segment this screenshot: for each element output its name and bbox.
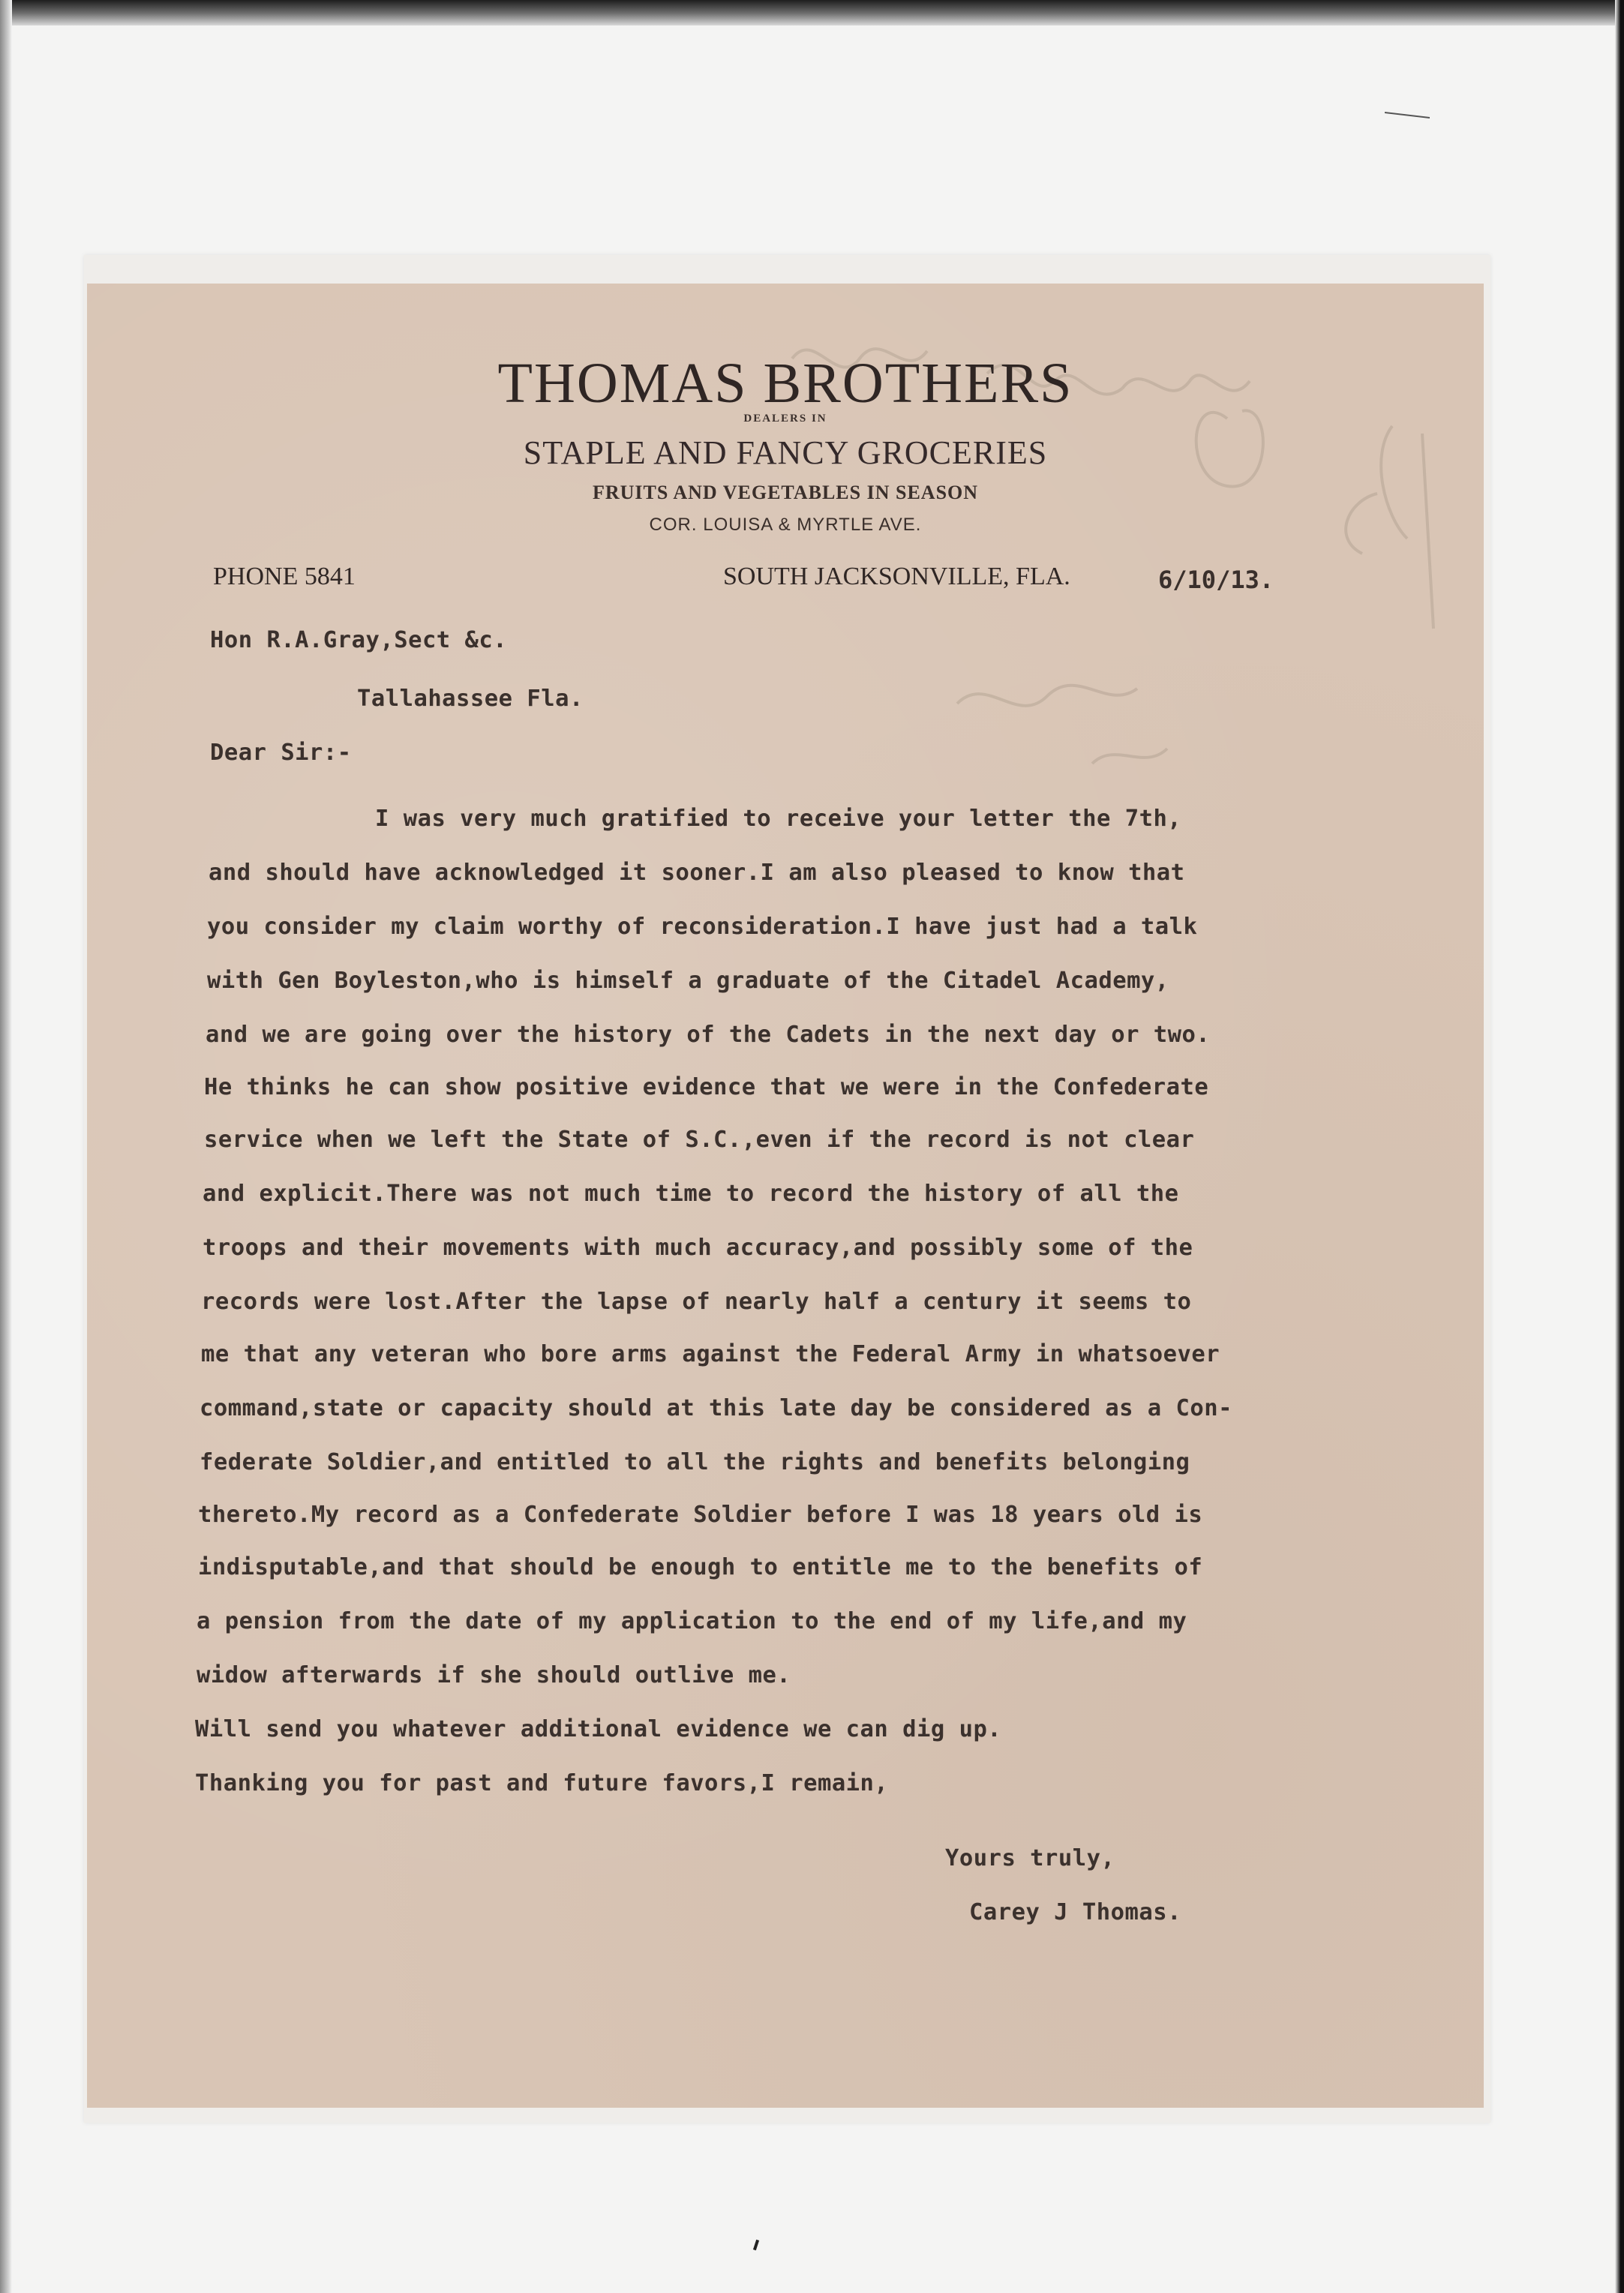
body-line: widow afterwards if she should outlive me.: [197, 1662, 791, 1688]
body-line: and we are going over the history of the Cadets in the next day or two.: [206, 1022, 1211, 1048]
scan-speck: [753, 2240, 759, 2251]
body-line: and explicit.There was not much time to record the history of all the: [203, 1181, 1179, 1207]
body-line: I was very much gratified to receive your letter the 7th,: [375, 806, 1182, 832]
body-line: troops and their movements with much accuracy,and possibly some of the: [203, 1235, 1193, 1261]
body-line: me that any veteran who bore arms against the Federal Army in whatsoever: [201, 1341, 1220, 1367]
business-line: STAPLE AND FANCY GROCERIES: [523, 434, 1048, 471]
body-line: you consider my claim worthy of reconsideration.I have just had a talk: [207, 914, 1198, 940]
scan-right-edge: [1615, 0, 1624, 2293]
salutation: Dear Sir:-: [210, 740, 352, 766]
city-line: SOUTH JACKSONVILLE, FLA.: [723, 563, 1070, 590]
recipient-city: Tallahassee Fla.: [357, 686, 584, 712]
letter-page: [87, 284, 1484, 2108]
body-line: Thanking you for past and future favors,I remain,: [195, 1770, 889, 1796]
scan-mark: [1385, 111, 1430, 119]
typed-signature: Carey J Thomas.: [969, 1899, 1181, 1925]
closing: Yours truly,: [945, 1845, 1115, 1871]
body-line: service when we left the State of S.C.,even if the record is not clear: [204, 1127, 1195, 1153]
dealers-in-label: DEALERS IN: [743, 413, 827, 425]
body-line: a pension from the date of my application to the end of my life,and my: [197, 1608, 1187, 1634]
scan-left-edge: [0, 0, 12, 2293]
scan-top-edge: [0, 0, 1624, 26]
company-name: THOMAS BROTHERS: [497, 352, 1073, 415]
recipient-name: Hon R.A.Gray,Sect &c.: [210, 627, 508, 653]
street-address: COR. LOUISA & MYRTLE AVE.: [649, 515, 922, 535]
body-line: indisputable,and that should be enough to entitle me to the benefits of: [198, 1554, 1203, 1580]
body-line: and should have acknowledged it sooner.I am also pleased to know that: [209, 860, 1185, 886]
produce-line: FRUITS AND VEGETABLES IN SEASON: [592, 482, 979, 503]
body-line: Will send you whatever additional evidence we can dig up.: [195, 1716, 1002, 1742]
letter-date: 6/10/13.: [1158, 566, 1274, 594]
body-line: command,state or capacity should at this late day be considered as a Con-: [200, 1395, 1232, 1421]
body-line: with Gen Boyleston,who is himself a graduate of the Citadel Academy,: [207, 968, 1169, 994]
body-line: He thinks he can show positive evidence that we were in the Confederate: [204, 1074, 1209, 1100]
body-line: federate Soldier,and entitled to all the rights and benefits belonging: [200, 1449, 1190, 1475]
body-line: records were lost.After the lapse of nearly half a century it seems to: [201, 1289, 1192, 1315]
body-line: thereto.My record as a Confederate Soldier before I was 18 years old is: [198, 1502, 1203, 1528]
phone-number: PHONE 5841: [213, 563, 356, 590]
